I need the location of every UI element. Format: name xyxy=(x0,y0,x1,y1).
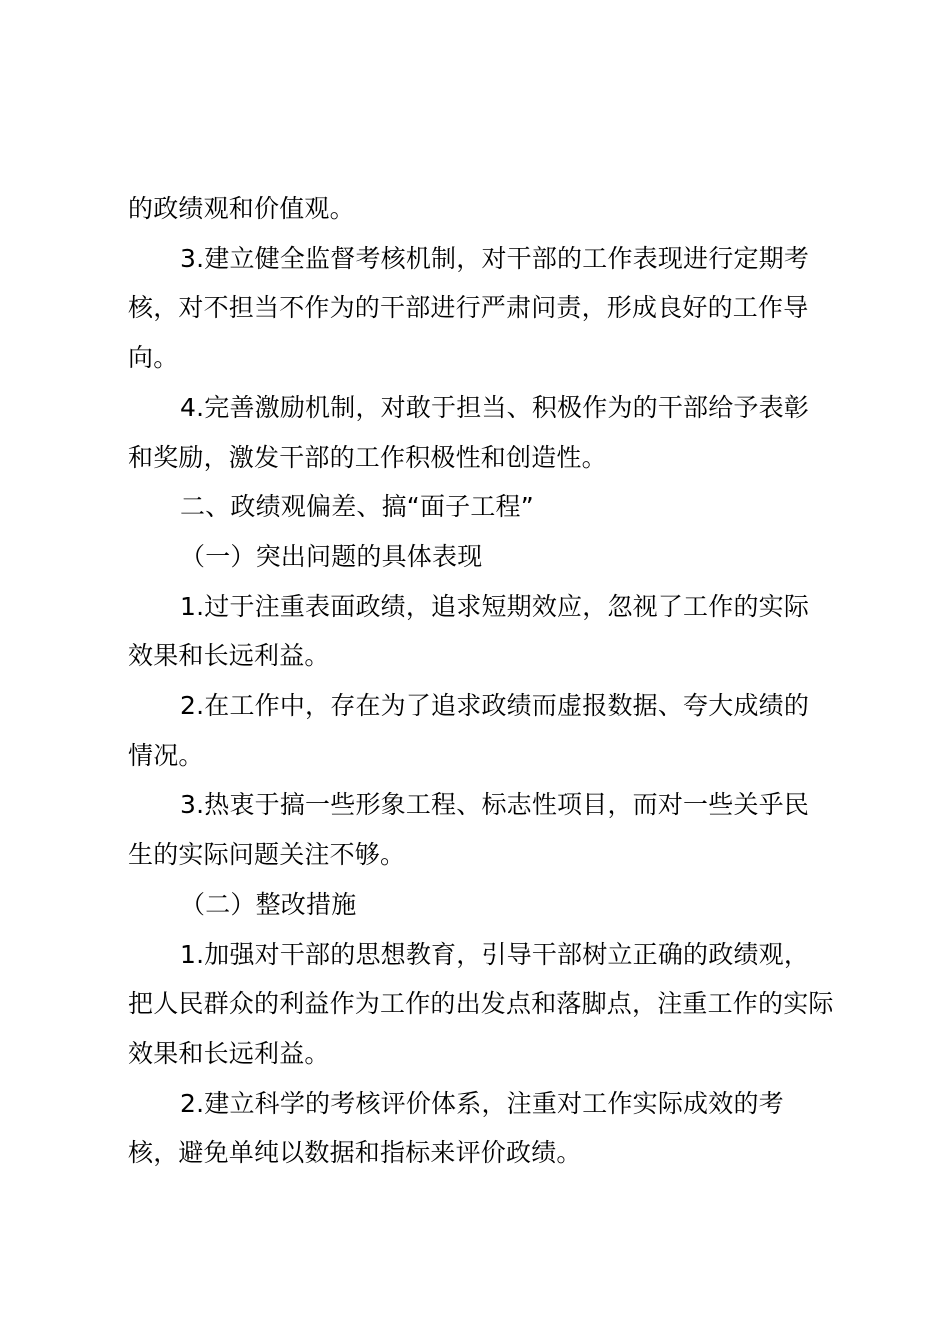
paragraph-measure-1: 1.加强对干部的思想教育，引导干部树立正确的政绩观，把人民群众的利益作为工作的出发点和落脚点，注重工作的实际效果和长远利益。 xyxy=(128,939,834,1068)
paragraph-problem-3: 3.热衷于搞一些形象工程、标志性项目，而对一些关乎民生的实际问题关注不够。 xyxy=(128,790,810,870)
paragraph-measure-2: 2.建立科学的考核评价体系，注重对工作实际成效的考核，避免单纯以数据和指标来评价政绩。 xyxy=(128,1088,784,1168)
subsection-heading-problems: （一）突出问题的具体表现 xyxy=(180,541,483,571)
paragraph-problem-1: 1.过于注重表面政绩，追求短期效应，忽视了工作的实际效果和长远利益。 xyxy=(128,591,810,671)
paragraph-continuation: 的政绩观和价值观。 xyxy=(128,194,355,223)
paragraph-measure-3: 3.建立健全监督考核机制，对干部的工作表现进行定期考核，对不担当不作为的干部进行严肃问责，形成良好的工作导向。 xyxy=(128,243,810,373)
paragraph-problem-2: 2.在工作中，存在为了追求政绩而虚报数据、夸大成绩的情况。 xyxy=(128,691,810,770)
section-heading-two: 二、政绩观偏差、搞“面子工程” xyxy=(180,492,534,522)
subsection-heading-measures: （二）整改措施 xyxy=(180,889,357,919)
document-body xyxy=(128,184,834,1178)
paragraph-measure-4: 4.完善激励机制，对敢于担当、积极作为的干部给予表彰和奖励，激发干部的工作积极性和创造性。 xyxy=(128,392,810,472)
